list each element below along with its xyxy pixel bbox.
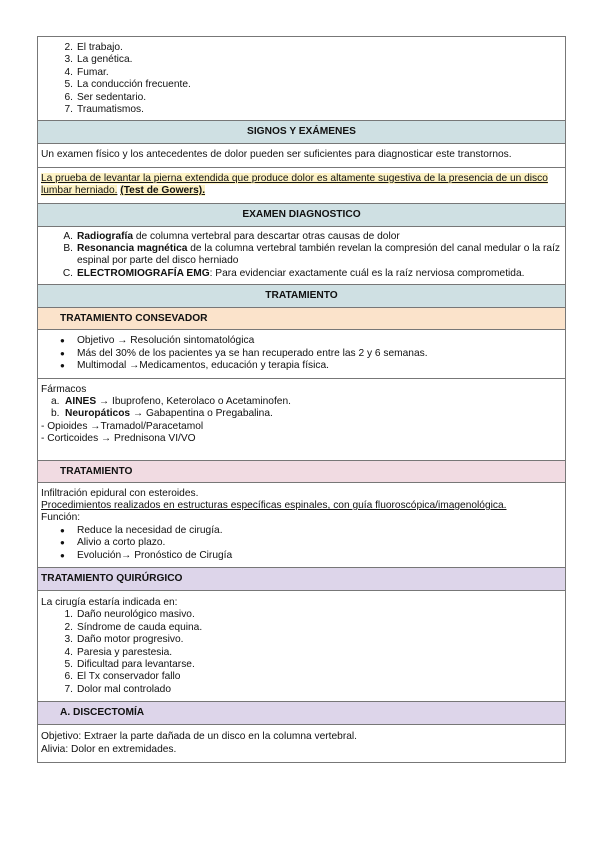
list-item: ● Multimodal →Medicamentos, educación y terapia física.: [60, 360, 329, 372]
farmacos-extra: - Corticoides → Prednisona VI/VO: [41, 433, 196, 445]
list-item: A. Radiografía de columna vertebral para descartar otras causas de dolor: [63, 230, 400, 242]
quirurgico-section: La cirugía estaría indicada en: 1. Daño neurológico masivo. 2. Síndrome de cauda equina. 3. Daño motor progresivo. 4. Paresia y parestesia. 5. Dificultad para levantarse. 6. El Tx conservador fallo 7. Dolor mal controlado: [38, 590, 565, 701]
farmacos-label: Fármacos: [41, 383, 87, 395]
list-item: a. AINES → Ibuprofeno, Keterolaco o Acetaminofen.: [51, 395, 291, 407]
tratamiento2-section: Infiltración epidural con esteroides. Procedimientos realizados en estructuras específicas espinales, con guía fluoroscópica/imagenológica. Función: ● Reduce la necesidad de cirugía. ● Alivio a corto plazo. ● Evolución→ Pronóstico de Cirugía: [38, 482, 565, 567]
highlight-text: La prueba de levantar la pierna extendida que produce dolor es altamente sugestiva de la presencia de un disco lumbar herniado.: [41, 172, 548, 197]
list-item: ● Reduce la necesidad de cirugía.: [60, 524, 223, 536]
factors-section: [38, 37, 565, 120]
signos-heading: SIGNOS Y EXÁMENES: [38, 120, 565, 143]
list-item: C. ELECTROMIOGRAFÍA EMG: Para evidenciar exactamente cuál es la raíz nerviosa comprometida.: [62, 267, 525, 279]
examen-section: [38, 226, 565, 285]
list-item: 3. La genética.: [64, 54, 133, 66]
examen-heading: EXAMEN DIAGNOSTICO: [38, 203, 565, 226]
farmacos-section: [38, 378, 565, 460]
tratamiento2-heading: TRATAMIENTO: [38, 460, 565, 482]
list-item: 4. Fumar.: [64, 66, 109, 78]
conservador-heading: TRATAMIENTO CONSEVADOR: [38, 307, 565, 329]
discectomia-section: Objetivo: Extraer la parte dañada de un disco en la columna vertebral. Alivia: Dolor en extremidades.: [38, 724, 565, 762]
list-item: 6. El Tx conservador fallo: [64, 671, 181, 683]
list-item: 3. Daño motor progresivo.: [64, 634, 184, 646]
funcion-list: [41, 525, 562, 562]
list-item: ● Objetivo → Resolución sintomatológica: [60, 335, 255, 347]
list-item: 1. Daño neurológico masivo.: [64, 609, 195, 621]
list-item: B. Resonancia magnética de la columna vertebral también revelan la compresión del canal medular o la raíz espinal por parte del disco herniado: [63, 243, 561, 267]
list-item: ● Alivio a corto plazo.: [60, 537, 166, 549]
list-item: b. Neuropáticos → Gabapentina o Pregabalina.: [51, 408, 273, 420]
list-item: 6. Ser sedentario.: [64, 91, 147, 103]
farmacos-list: [41, 396, 562, 421]
list-item: 5. Dificultad para levantarse.: [64, 659, 195, 670]
gowers-test: (Test de Gowers).: [120, 185, 206, 197]
list-item: ● Más del 30% de los pacientes ya se han recuperado entre las 2 y 6 semanas.: [60, 347, 428, 359]
discectomia-heading: A. DISCECTOMÍA: [38, 701, 565, 724]
list-item: 2. El trabajo.: [64, 42, 123, 53]
farmacos-extra: - Opioides →Tramadol/Paracetamol: [41, 420, 204, 432]
conservador-section: [38, 329, 565, 377]
conservador-list: [41, 335, 562, 372]
list-item: 7. Dolor mal controlado: [64, 683, 171, 695]
signos-highlight: [38, 167, 565, 203]
list-item: 2. Síndrome de cauda equina.: [64, 621, 203, 633]
quirurgico-heading: TRATAMIENTO QUIRÚRGICO: [38, 567, 565, 590]
list-item: 4. Paresia y parestesia.: [64, 646, 173, 658]
list-item: 5. La conducción frecuente.: [64, 79, 191, 91]
factors-list: [41, 42, 562, 116]
examen-list: [41, 231, 562, 281]
document-table: [37, 36, 566, 763]
signos-text: Un examen físico y los antecedentes de dolor pueden ser suficientes para diagnosticar este transtornos.: [38, 143, 565, 166]
tratamiento-heading: TRATAMIENTO: [38, 284, 565, 307]
list-item: 7. Traumatismos.: [64, 104, 144, 116]
quirurgico-list: [41, 609, 562, 696]
list-item: ● Evolución→ Pronóstico de Cirugía: [60, 549, 233, 561]
